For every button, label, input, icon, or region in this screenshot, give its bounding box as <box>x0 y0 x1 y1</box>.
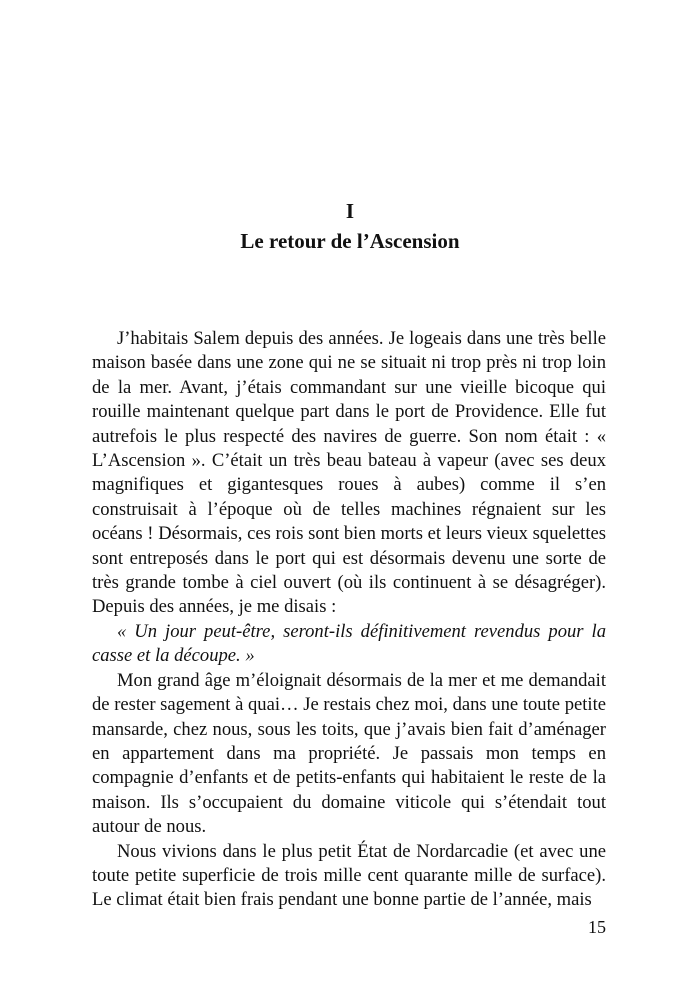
paragraph: J’habitais Salem depuis des années. Je logeais dans une très belle maison basée dans une zone qui ne se situait ni trop près ni trop loin de la mer. Avant, j’étais commandant sur une vieille bicoque qui rouille maintenant quelque part dans le port de Providence. Elle fut autrefois le plus respecté des navires de guerre. Son nom était : « L’Ascension ». C’était un très beau bateau à vapeur (avec ses deux magnifiques et gigantesques roues à aubes) comme il s’en construisait à l’époque où de telles machines régnaient sur les océans ! Désormais, ces rois sont bien morts et leurs vieux squelettes sont entreposés dans le port qui est désormais devenu une sorte de très grande tombe à ciel ouvert (où ils continuent à se désagréger). Depuis des années, je me disais : <box>92 328 606 618</box>
paragraph: Nous vivions dans le plus petit État de Nordarcadie (et avec une toute petite superficie de trois mille cent quarante mille de surface). Le climat était bien frais pendant une bonne partie de l’année, mais <box>92 840 606 911</box>
paragraph-italic-quote: « Un jour peut-être, seront-ils définitivement revendus pour la casse et la découpe. » <box>92 620 606 667</box>
body-text <box>92 327 606 913</box>
paragraph: Mon grand âge m’éloignait désormais de la mer et me demandait de rester sagement à quai… Je restais chez moi, dans une toute petite mansarde, chez nous, sous les toits, que j’avais bien fait d’aménager en appartement dans ma propriété. Je passais mon temps en compagnie d’enfants et de petits-enfants qui habitaient le reste de la maison. Ils s’occupaient du domaine viticole qui s’étendait tout autour de nous. <box>92 669 606 838</box>
chapter-number: I <box>345 199 355 223</box>
page-number: 15 <box>588 917 606 937</box>
chapter-title: Le retour de l’Ascension <box>240 229 460 253</box>
